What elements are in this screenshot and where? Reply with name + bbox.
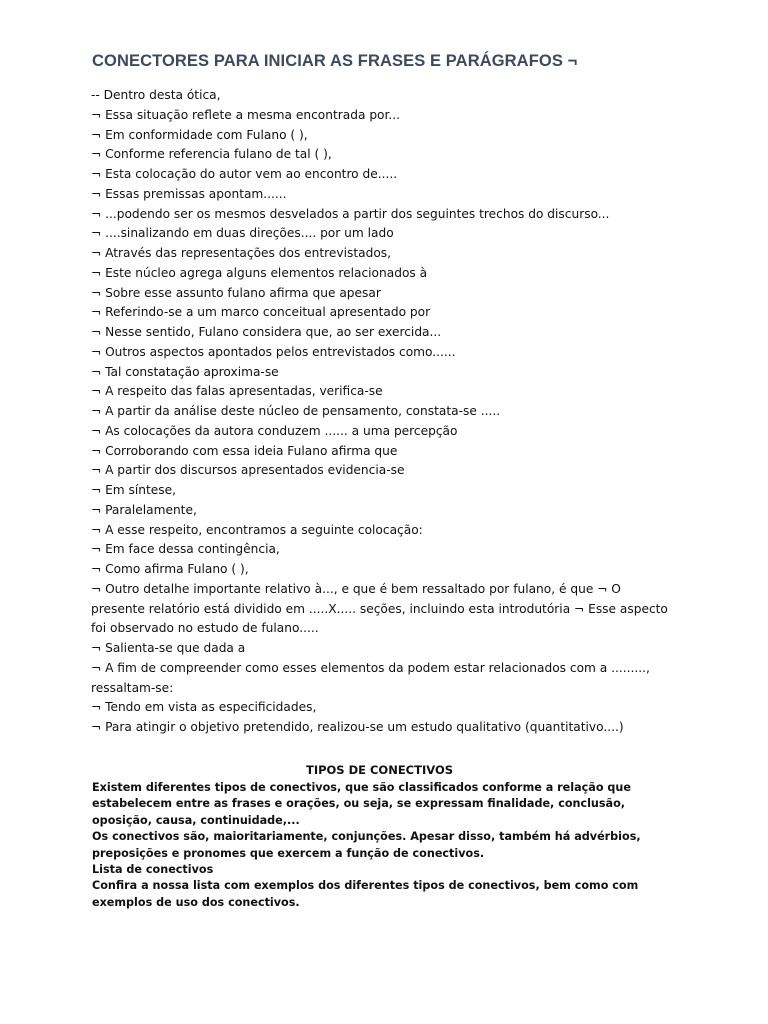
list-item: ¬ Através das representações dos entrevistados, <box>91 246 392 260</box>
list-item: ¬ Essas premissas apontam...... <box>91 186 287 201</box>
list-item: ¬ ...podendo ser os mesmos desvelados a partir dos seguintes trechos do discurso... <box>91 206 610 221</box>
list-item: ¬ Salienta-se que dada a <box>91 641 246 655</box>
list-item: ¬ Outros aspectos apontados pelos entrevistados como...... <box>91 344 456 359</box>
list-item: ¬ Em síntese, <box>91 483 176 497</box>
paragraph: Os conectivos são, maioritariamente, conjunções. Apesar disso, também há advérbios, preposições e pronomes que exercem a função de conectivos. <box>92 830 641 860</box>
section-heading: TIPOS DE CONECTIVOS <box>305 763 454 777</box>
list-item: ¬ Corroborando com essa ideia Fulano afirma que <box>91 443 398 458</box>
list-item: ¬ Paralelamente, <box>91 502 197 517</box>
list-item: ¬ Nesse sentido, Fulano considera que, ao ser exercida... <box>91 325 442 339</box>
list-item: ¬ As colocações da autora conduzem ...... a uma percepção <box>91 423 458 438</box>
list-item: ¬ A fim de compreender como esses elementos da podem estar relacionados com a ........., ressaltam-se: <box>91 660 650 695</box>
list-item: ¬ Referindo-se a um marco conceitual apresentado por <box>91 305 431 320</box>
list-item: ¬ Conforme referencia fulano de tal ( ), <box>91 147 332 162</box>
list-item: ¬ Sobre esse assunto fulano afirma que apesar <box>91 285 381 300</box>
list-item: ¬ A partir dos discursos apresentados evidencia-se <box>91 463 405 478</box>
list-item: ¬ A respeito das falas apresentadas, verifica-se <box>91 384 383 399</box>
connector-list <box>91 86 671 738</box>
list-item: -- Dentro desta ótica, <box>91 88 221 102</box>
paragraph: Lista de conectivos <box>92 863 214 877</box>
list-item: ¬ A partir da análise deste núcleo de pensamento, constata-se ..... <box>91 404 501 418</box>
list-item: ¬ Outro detalhe importante relativo à..., e que é bem ressaltado por fulano, é que ¬ O presente relatório está dividido em .....X..... seções, incluindo esta introdutória ¬ Esse aspecto foi observado no estudo de fulano..... <box>91 581 668 636</box>
list-item: ¬ Tendo em vista as especificidades, <box>91 700 317 715</box>
document-title: CONECTORES PARA INICIAR AS FRASES E PARÁGRAFOS ¬ <box>92 52 578 70</box>
list-item: ¬ Em face dessa contingência, <box>91 542 280 557</box>
list-item: ¬ Essa situação reflete a mesma encontrada por... <box>91 107 401 122</box>
list-item: ¬ Tal constatação aproxima-se <box>91 364 279 379</box>
list-item: ¬ Para atingir o objetivo pretendido, realizou-se um estudo qualitativo (quantitativo....) <box>91 720 624 734</box>
paragraph: Existem diferentes tipos de conectivos, que são classificados conforme a relação que estabelecem entre as frases e orações, ou seja, se expressam finalidade, conclusão, oposição, causa, continuidade,... <box>92 781 631 827</box>
list-item: ¬ Este núcleo agrega alguns elementos relacionados à <box>91 265 428 280</box>
list-item: ¬ Como afirma Fulano ( ), <box>91 562 249 576</box>
list-item: ¬ A esse respeito, encontramos a seguinte colocação: <box>91 522 423 537</box>
section-body <box>92 780 672 911</box>
list-item: ¬ Esta colocação do autor vem ao encontro de..... <box>91 167 398 181</box>
list-item: ¬ Em conformidade com Fulano ( ), <box>91 127 308 142</box>
list-item: ¬ ....sinalizando em duas direções.... por um lado <box>91 226 394 241</box>
paragraph: Confira a nossa lista com exemplos dos diferentes tipos de conectivos, bem como com exemplos de uso dos conectivos. <box>92 879 639 909</box>
